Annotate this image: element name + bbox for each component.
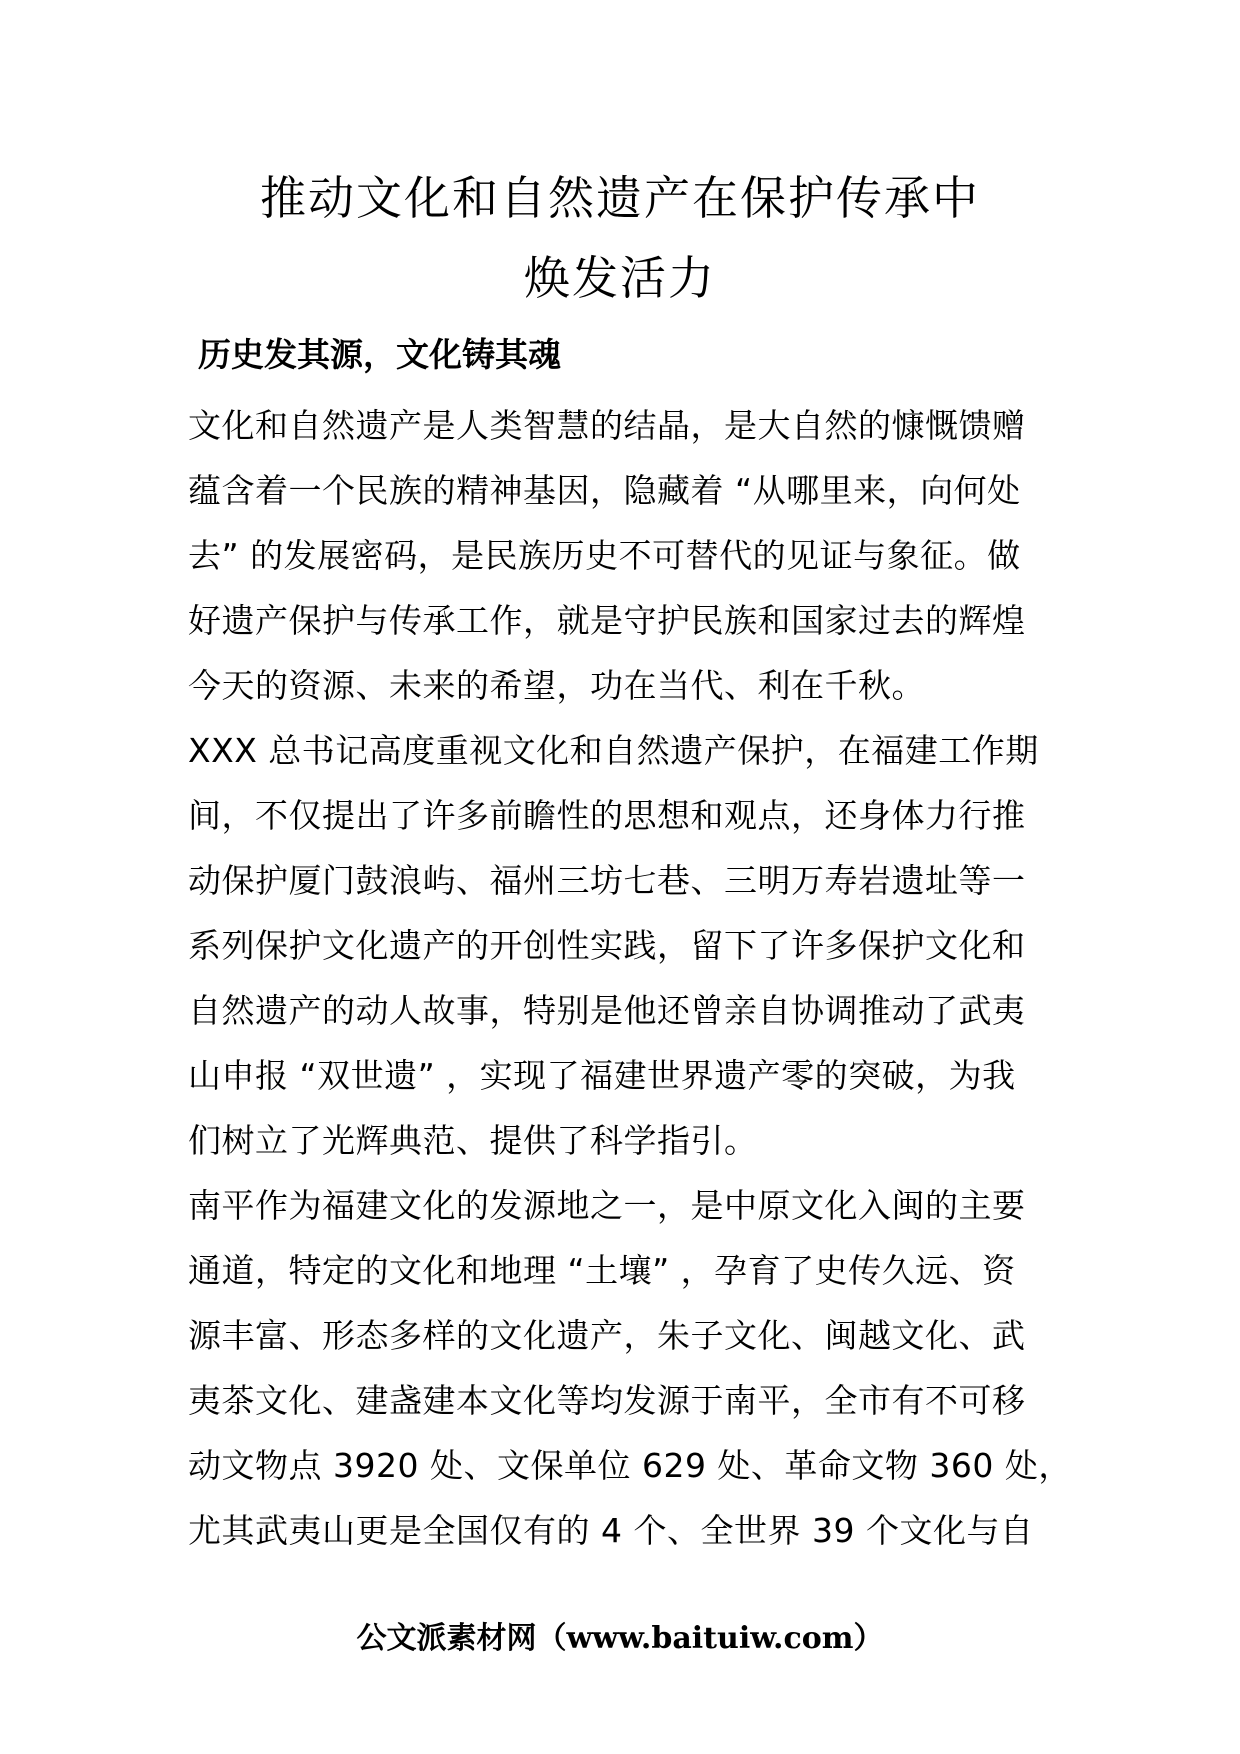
- text-line: 山申报 “双世遗” ，实现了福建世界遗产零的突破，为我: [188, 1056, 1016, 1095]
- text-line: 系列保护文化遗产的开创性实践，留下了许多保护文化和: [188, 926, 1026, 965]
- text-line: 动保护厦门鼓浪屿、福州三坊七巷、三明万寿岩遗址等一: [188, 861, 1026, 900]
- document-title-line1: 推动文化和自然遗产在保护传承中: [260, 171, 980, 225]
- text-line: 自然遗产的动人故事，特别是他还曾亲自协调推动了武夷: [188, 991, 1026, 1030]
- text-line: 夷茶文化、建盏建本文化等均发源于南平，全市有不可移: [188, 1381, 1026, 1420]
- page-footer: 公文派素材网（www.baituiw.com）: [356, 1621, 884, 1656]
- text-line: 南平作为福建文化的发源地之一，是中原文化入闽的主要: [188, 1186, 1026, 1225]
- body-text: [188, 393, 1088, 1563]
- text-line: 去” 的发展密码，是民族历史不可替代的见证与象征。做: [188, 536, 1021, 575]
- text-line: 通道，特定的文化和地理 “土壤” ，孕育了史传久远、资: [188, 1251, 1016, 1290]
- text-line: 间，不仅提出了许多前瞻性的思想和观点，还身体力行推: [188, 796, 1026, 835]
- text-line: XXX 总书记高度重视文化和自然遗产保护，在福建工作期: [188, 731, 1039, 770]
- text-line: 今天的资源、未来的希望，功在当代、利在千秋。: [188, 666, 925, 705]
- text-line: 好遗产保护与传承工作，就是守护民族和国家过去的辉煌: [188, 601, 1026, 640]
- text-line: 蕴含着一个民族的精神基因，隐藏着 “从哪里来，向何处: [188, 471, 1021, 510]
- text-line: 动文物点 3920 处、文保单位 629 处、革命文物 360 处，: [188, 1446, 1072, 1485]
- text-line: 们树立了光辉典范、提供了科学指引。: [188, 1121, 758, 1160]
- text-line: 尤其武夷山更是全国仅有的 4 个、全世界 39 个文化与自: [188, 1511, 1034, 1550]
- text-line: 源丰富、形态多样的文化遗产，朱子文化、闽越文化、武: [188, 1316, 1026, 1355]
- section-heading: 历史发其源，文化铸其魂: [198, 335, 561, 374]
- document-title-line2: 焕发活力: [524, 251, 716, 305]
- text-line: 文化和自然遗产是人类智慧的结晶，是大自然的慷慨馈赠: [188, 406, 1026, 445]
